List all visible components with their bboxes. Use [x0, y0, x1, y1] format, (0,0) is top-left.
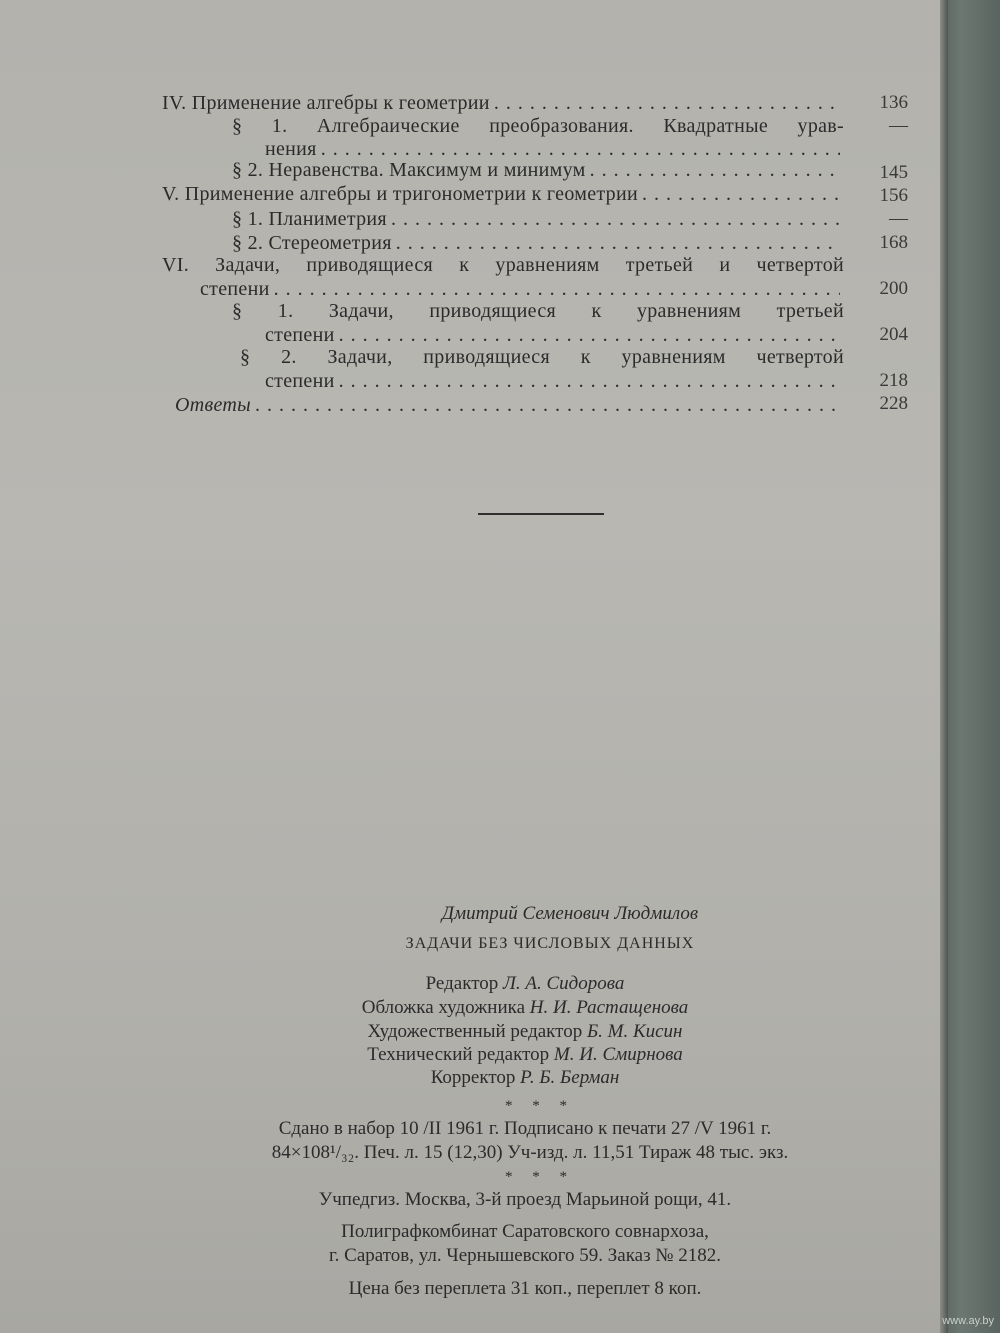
leader-dots	[339, 368, 840, 394]
toc-entry	[162, 252, 844, 278]
toc-page-number: 228	[879, 393, 908, 414]
toc-page-number: 204	[879, 324, 908, 345]
leader-dots	[590, 157, 840, 183]
toc-page-number: 218	[879, 370, 908, 391]
printer-address: г. Саратов, ул. Чернышевского 59. Заказ № 2182.	[329, 1245, 721, 1266]
credit-line	[125, 1066, 925, 1090]
leader-dots	[391, 206, 840, 232]
toc-entry-text: IV. Применение алгебры к геометрии	[162, 92, 490, 114]
print-details-line: Сдано в набор 10 /II 1961 г. Подписано к печати 27 /V 1961 г.	[278, 1118, 772, 1139]
credit-line	[125, 996, 925, 1020]
toc-page-number: 168	[879, 232, 908, 253]
toc-entry-text: § 2. Задачи, приводящиеся к уравнениям четвертой	[240, 346, 844, 368]
toc-entry-text: Ответы	[175, 394, 251, 416]
toc-page-number: 156	[879, 185, 908, 206]
credit-role: Художественный редактор	[367, 1021, 583, 1042]
toc-page-number: —	[889, 115, 908, 136]
toc-entry-text: § 1. Планиметрия	[232, 208, 387, 230]
credit-name: Р. Б. Берман	[520, 1067, 620, 1088]
credit-name: Б. М. Кисин	[586, 1021, 683, 1042]
toc-entry-continuation	[265, 368, 844, 394]
toc-entry	[232, 298, 844, 324]
toc-entry	[232, 206, 844, 232]
toc-entry	[162, 181, 844, 207]
leader-dots	[642, 181, 840, 207]
credit-name: М. И. Смирнова	[553, 1044, 683, 1065]
printer-name: Полиграфкомбинат Саратовского совнархоза,	[341, 1221, 709, 1242]
toc-page-number: —	[889, 208, 908, 229]
credit-name: Н. И. Растащенова	[529, 997, 689, 1018]
credit-line	[125, 1043, 925, 1067]
toc-page-number: 145	[879, 162, 908, 183]
section-divider	[478, 513, 604, 515]
toc-entry-text: § 2. Неравенства. Максимум и минимум	[232, 159, 586, 181]
page-edge-shadow	[940, 0, 948, 1333]
toc-entry	[232, 157, 844, 183]
print-details-line: 84×108¹/₃₂. Печ. л. 15 (12,30) Уч-изд. л. 11,51 Тираж 48 тыс. экз.	[271, 1142, 789, 1163]
publisher-address: Учпедгиз. Москва, 3-й проезд Марьиной рощи, 41.	[318, 1189, 732, 1210]
toc-entry-text: § 2. Стереометрия	[232, 232, 392, 254]
credit-role: Корректор	[430, 1067, 516, 1088]
toc-entry-text: V. Применение алгебры и тригонометрии к геометрии	[162, 183, 638, 205]
credit-line	[125, 1020, 925, 1044]
credit-line	[125, 972, 925, 996]
toc-entry-text: нения	[265, 138, 317, 160]
credit-role: Обложка художника	[361, 997, 526, 1018]
book-title: ЗАДАЧИ БЕЗ ЧИСЛОВЫХ ДАННЫХ	[405, 935, 695, 952]
watermark-text: www.ay.by	[942, 1315, 994, 1327]
toc-entry-text: степени	[200, 278, 270, 300]
toc-page-number: 200	[879, 278, 908, 299]
separator-stars: * * *	[505, 1169, 575, 1185]
toc-entry-text: степени	[265, 324, 335, 346]
credit-name: Л. А. Сидорова	[503, 973, 625, 994]
price-line: Цена без переплета 31 коп., переплет 8 коп.	[348, 1278, 702, 1299]
toc-entry-text: степени	[265, 370, 335, 392]
credit-role: Редактор	[425, 973, 499, 994]
separator-stars: * * *	[505, 1098, 575, 1114]
toc-entry-text: VI. Задачи, приводящиеся к уравнениям третьей и четвертой	[162, 254, 844, 276]
leader-dots	[255, 392, 840, 418]
toc-entry	[240, 344, 844, 370]
toc-entry-text: § 1. Задачи, приводящиеся к уравнениям третьей	[232, 300, 844, 322]
credit-role: Технический редактор	[367, 1044, 550, 1065]
toc-page-number: 136	[879, 92, 908, 113]
toc-entry-text: § 1. Алгебраические преобразования. Квадратные урав-	[232, 115, 844, 137]
toc-entry	[175, 392, 844, 418]
author-name: Дмитрий Семенович Людмилов	[441, 903, 699, 924]
